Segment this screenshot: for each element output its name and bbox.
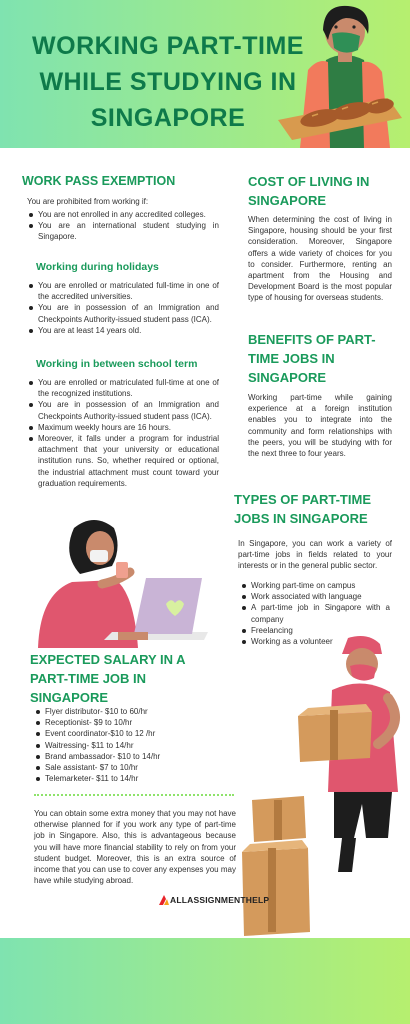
list-item: Receptionist- $9 to 10/hr (34, 717, 224, 728)
work-pass-intro: You are prohibited from working if: (27, 197, 149, 206)
footer-band (0, 938, 410, 1024)
holidays-list (27, 280, 219, 336)
student-laptop-illustration (34, 514, 210, 648)
list-item: You are in possession of an Immigration and Checkpoints Authority-issued student pass (ICA). (27, 302, 219, 324)
brand-name: ALLASSIGNMENTHELP (170, 895, 270, 905)
list-item: Freelancing (240, 625, 390, 636)
list-item: You are an international student studying in Singapore. (27, 220, 219, 242)
list-item: A part-time job in Singapore with a company (240, 602, 390, 624)
page-title: WORKING PART-TIME WHILE STUDYING IN SINGAPORE (32, 32, 304, 132)
types-heading: TYPES OF PART-TIME JOBS IN SINGAPORE (234, 492, 371, 526)
list-item: Maximum weekly hours are 16 hours. (27, 422, 219, 433)
list-item: You are enrolled or matriculated full-time in one of the accredited universities. (27, 280, 219, 302)
list-item: Brand ambassador- $10 to 14/hr (34, 751, 224, 762)
list-item: Flyer distributor- $10 to 60/hr (34, 706, 224, 717)
salary-heading: EXPECTED SALARY IN A PART-TIME JOB IN SINGAPORE (30, 652, 186, 705)
salary-closing: You can obtain some extra money that you may not have otherwise planned for if you work any type of part-time job in Singapore. Also, this is advantageous because you will have more financial stability to rely on from your student budget. Moreover, this is an extra source of income that you can use to cover any expenses you may have while studying abroad. (34, 809, 236, 886)
list-item: You are not enrolled in any accredited colleges. (27, 209, 219, 220)
cost-text: When determining the cost of living in Singapore, housing should be your first consideration. Moreover, Singapore offers a wide variety of choices for you to consider. Furthermore, renting an apartment from the Housing and Development Board is the most popular type of housing for overseas students. (248, 215, 392, 303)
term-heading: Working in between school term (36, 358, 198, 370)
list-item: You are enrolled or matriculated full-time at one of the recognized institutions. (27, 377, 219, 399)
list-item: You are in possession of an Immigration and Checkpoints Authority-issued student pass (ICA). (27, 399, 219, 421)
list-item: Moreover, it falls under a program for industrial attachment that your university or educational institution runs. So, whether required or optional, the industrial attachment must count toward your graduation requirements. (27, 433, 219, 489)
term-list (27, 377, 219, 489)
benefits-heading: BENEFITS OF PART-TIME JOBS IN SINGAPORE (248, 332, 376, 385)
delivery-man-illustration (238, 632, 410, 938)
baker-illustration (278, 0, 410, 148)
holidays-heading: Working during holidays (36, 261, 159, 273)
brand-logo-icon (158, 894, 170, 906)
list-item: Telemarketer- $11 to 14/hr (34, 773, 224, 784)
list-item: Event coordinator-$10 to 12 /hr (34, 728, 224, 739)
list-item: Working as a volunteer (240, 636, 390, 647)
benefits-text: Working part-time while gaining experience at a foreign institution enables you to integrate into the community and form relationships with the peers, you will be studying with for the next three to four years. (248, 393, 392, 459)
salary-list (34, 706, 224, 784)
cost-heading: COST OF LIVING IN SINGAPORE (248, 174, 370, 208)
list-item: Sale assistant- $7 to 10/hr (34, 762, 224, 773)
types-text: In Singapore, you can work a variety of part-time jobs in fields related to your interests or in the general public sector. (238, 539, 392, 571)
list-item: You are at least 14 years old. (27, 325, 219, 336)
work-pass-list (27, 209, 219, 243)
list-item: Working part-time on campus (240, 580, 390, 591)
work-pass-heading: WORK PASS EXEMPTION (22, 174, 176, 188)
list-item: Waitressing- $11 to 14/hr (34, 740, 224, 751)
dotted-divider (34, 794, 234, 796)
list-item: Work associated with language (240, 591, 390, 602)
